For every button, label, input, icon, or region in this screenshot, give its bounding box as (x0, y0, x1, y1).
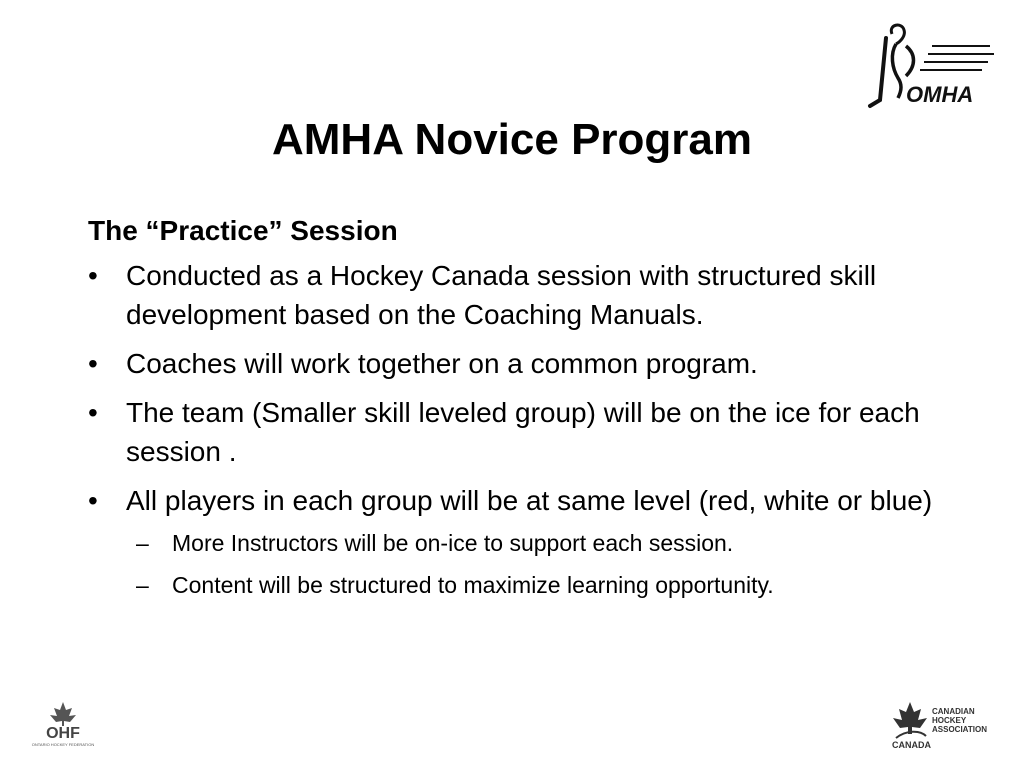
bullet-icon: • (88, 397, 98, 428)
bullet-icon: • (88, 348, 98, 379)
dash-icon: – (136, 572, 149, 598)
ohf-logo-text: OHF (46, 725, 80, 742)
ohf-logo (28, 700, 98, 748)
bullet-item (88, 344, 938, 383)
sub-bullet-item (126, 570, 938, 600)
section-subtitle: The “Practice” Session (88, 215, 398, 246)
bullet-item (88, 393, 938, 471)
maple-leaf-icon (893, 702, 927, 734)
bullet-text: Conducted as a Hockey Canada session with structured skill development based on the Coaching Manuals. (126, 260, 877, 330)
hockey-canada-logo (886, 700, 1010, 752)
amha-logo-text: OMHA (906, 82, 974, 107)
bullet-icon: • (88, 260, 98, 291)
slide-title: AMHA Novice Program (271, 115, 753, 164)
bullet-text: All players in each group will be at same level (red, white or blue) (126, 485, 933, 516)
sub-bullet-text: More Instructors will be on-ice to support each session. (172, 530, 734, 556)
hc-line1: CANADIAN (932, 707, 975, 716)
bullet-item (88, 481, 938, 600)
bullet-text: Coaches will work together on a common program. (126, 348, 758, 379)
sub-bullet-list (126, 528, 938, 600)
bullet-item (88, 256, 938, 334)
sub-bullet-text: Content will be structured to maximize learning opportunity. (172, 572, 774, 598)
hc-country: CANADA (892, 740, 931, 750)
amha-logo (862, 20, 998, 116)
sub-bullet-item (126, 528, 938, 558)
slide-body (88, 212, 938, 612)
ohf-logo-caption: ONTARIO HOCKEY FEDERATION (31, 742, 95, 747)
hc-line3: ASSOCIATION (932, 725, 987, 734)
bullet-text: The team (Smaller skill leveled group) will be on the ice for each session . (126, 397, 920, 467)
maple-leaf-icon (50, 702, 76, 726)
hc-line2: HOCKEY (932, 716, 967, 725)
bullet-icon: • (88, 485, 98, 516)
dash-icon: – (136, 530, 149, 556)
bullet-list (88, 256, 938, 600)
hockey-player-icon (862, 20, 998, 116)
